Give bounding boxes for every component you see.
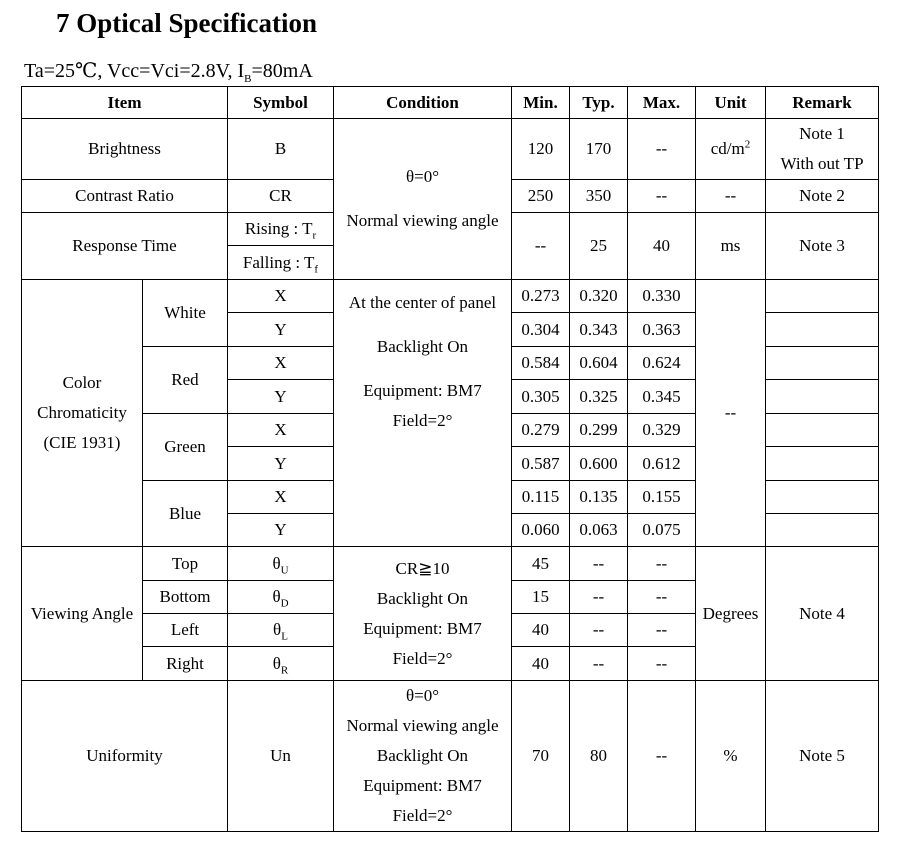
condition-line: Normal viewing angle [346, 211, 499, 230]
brightness-unit-sup: 2 [744, 138, 751, 151]
chroma-max: 0.155 [628, 481, 696, 514]
header-unit: Unit [696, 87, 766, 119]
chroma-typ: 0.135 [570, 481, 628, 514]
table-row [22, 280, 879, 313]
brightness-symbol: B [228, 119, 334, 180]
brightness-remark [766, 119, 879, 180]
chroma-max: 0.612 [628, 447, 696, 481]
chroma-remark [766, 514, 879, 547]
optical-spec-table [21, 86, 879, 832]
falling-label: Falling : T [242, 252, 315, 272]
chroma-symbol: Y [228, 514, 334, 547]
contrast-max: -- [628, 180, 696, 213]
chroma-typ: 0.604 [570, 347, 628, 380]
viewing-symbol [228, 547, 334, 581]
response-min: -- [512, 213, 570, 280]
chromaticity-unit: -- [696, 280, 766, 547]
condition-line: Normal viewing angle [346, 716, 499, 735]
chroma-typ: 0.320 [570, 280, 628, 313]
chroma-remark [766, 414, 879, 447]
theta-symbol: θ [273, 620, 282, 639]
condition-line: Backlight On [376, 588, 469, 608]
condition-line: Field=2° [392, 411, 453, 430]
viewing-symbol [228, 647, 334, 681]
condition-line: θ=0° [405, 686, 440, 705]
condition-line: At the center of panel [348, 293, 497, 312]
chroma-max: 0.345 [628, 380, 696, 414]
contrast-symbol: CR [228, 180, 334, 213]
test-conditions-text: Ta=25℃, Vcc=Vci=2.8V, I [24, 60, 245, 82]
header-min: Min. [512, 87, 570, 119]
theta-symbol: θ [272, 587, 281, 606]
uniformity-unit: % [696, 681, 766, 832]
chroma-symbol: Y [228, 380, 334, 414]
brightness-unit [696, 119, 766, 180]
condition-block [334, 119, 512, 280]
rising-label: Rising : T [244, 219, 313, 238]
chroma-min: 0.273 [512, 280, 570, 313]
chromaticity-condition [334, 280, 512, 547]
uniformity-symbol: Un [228, 681, 334, 832]
section-title: 7 Optical Specification [56, 8, 317, 38]
chroma-remark [766, 313, 879, 347]
viewing-typ: -- [570, 581, 628, 614]
response-typ: 25 [570, 213, 628, 280]
viewing-symbol [228, 614, 334, 647]
response-rising [228, 213, 334, 246]
header-remark: Remark [766, 87, 879, 119]
remark-line: Note 1 [799, 124, 845, 143]
test-conditions-sub: B [244, 73, 252, 85]
condition-line: θ=0° [405, 167, 440, 186]
chroma-typ: 0.063 [570, 514, 628, 547]
table-row [22, 547, 879, 581]
brightness-typ: 170 [570, 119, 628, 180]
chroma-max: 0.075 [628, 514, 696, 547]
contrast-min: 250 [512, 180, 570, 213]
viewing-symbol [228, 581, 334, 614]
chroma-typ: 0.600 [570, 447, 628, 481]
brightness-unit-base: cd/m [710, 139, 745, 158]
header-condition: Condition [334, 87, 512, 119]
chroma-max: 0.330 [628, 280, 696, 313]
chroma-min: 0.115 [512, 481, 570, 514]
condition-line: Field=2° [392, 806, 453, 825]
uniformity-min: 70 [512, 681, 570, 832]
condition-line: Equipment: BM7 [363, 618, 482, 638]
color-name: Green [143, 414, 228, 481]
chroma-remark [766, 380, 879, 414]
chroma-min: 0.305 [512, 380, 570, 414]
theta-symbol: θ [272, 553, 281, 573]
theta-sub: D [280, 597, 289, 610]
chroma-max: 0.363 [628, 313, 696, 347]
condition-line: Equipment: BM7 [363, 381, 482, 400]
theta-symbol: θ [272, 653, 281, 673]
viewing-dir: Bottom [143, 581, 228, 614]
header-max: Max. [628, 87, 696, 119]
response-item: Response Time [22, 213, 228, 280]
chroma-min: 0.584 [512, 347, 570, 380]
chroma-remark [766, 447, 879, 481]
chroma-symbol: X [228, 347, 334, 380]
response-falling [228, 246, 334, 280]
uniformity-typ: 80 [570, 681, 628, 832]
uniformity-condition [334, 681, 512, 832]
color-name: White [143, 280, 228, 347]
theta-sub: L [281, 630, 288, 643]
chroma-typ: 0.343 [570, 313, 628, 347]
chroma-max: 0.624 [628, 347, 696, 380]
contrast-unit: -- [696, 180, 766, 213]
viewing-condition [334, 547, 512, 681]
condition-line: Field=2° [392, 648, 453, 668]
brightness-min: 120 [512, 119, 570, 180]
response-remark: Note 3 [766, 213, 879, 280]
uniformity-remark: Note 5 [766, 681, 879, 832]
chromaticity-line: Color [62, 373, 102, 392]
viewing-min: 40 [512, 614, 570, 647]
falling-sub: f [314, 262, 319, 275]
chroma-symbol: X [228, 414, 334, 447]
chroma-max: 0.329 [628, 414, 696, 447]
theta-sub: R [280, 663, 289, 676]
viewing-item: Viewing Angle [22, 547, 143, 681]
table-row [22, 681, 879, 832]
viewing-min: 40 [512, 647, 570, 681]
chroma-remark [766, 481, 879, 514]
test-conditions-text-after: =80mA [251, 60, 313, 82]
chroma-remark [766, 347, 879, 380]
condition-line: Backlight On [376, 337, 469, 356]
viewing-typ: -- [570, 547, 628, 581]
viewing-remark: Note 4 [766, 547, 879, 681]
header-symbol: Symbol [228, 87, 334, 119]
color-name: Blue [143, 481, 228, 547]
viewing-unit: Degrees [696, 547, 766, 681]
chromaticity-item [22, 280, 143, 547]
contrast-remark: Note 2 [766, 180, 879, 213]
uniformity-max: -- [628, 681, 696, 832]
color-name: Red [143, 347, 228, 414]
header-item: Item [22, 87, 228, 119]
viewing-max: -- [628, 547, 696, 581]
contrast-item: Contrast Ratio [22, 180, 228, 213]
chroma-min: 0.279 [512, 414, 570, 447]
condition-line: Equipment: BM7 [363, 776, 482, 795]
chroma-symbol: X [228, 280, 334, 313]
chroma-symbol: X [228, 481, 334, 514]
rising-sub: r [312, 229, 317, 242]
theta-sub: U [280, 563, 289, 576]
viewing-typ: -- [570, 614, 628, 647]
viewing-min: 45 [512, 547, 570, 581]
remark-line: With out TP [780, 154, 864, 173]
brightness-item: Brightness [22, 119, 228, 180]
chromaticity-line: (CIE 1931) [43, 433, 121, 452]
condition-line: Backlight On [376, 746, 469, 765]
response-unit: ms [696, 213, 766, 280]
chroma-typ: 0.299 [570, 414, 628, 447]
viewing-dir: Left [143, 614, 228, 647]
condition-line: CR≧10 [395, 558, 450, 578]
test-conditions [24, 58, 313, 83]
chroma-symbol: Y [228, 447, 334, 481]
chromaticity-line: Chromaticity [37, 403, 127, 422]
viewing-max: -- [628, 581, 696, 614]
viewing-dir: Top [143, 547, 228, 581]
header-typ: Typ. [570, 87, 628, 119]
viewing-min: 15 [512, 581, 570, 614]
chroma-min: 0.587 [512, 447, 570, 481]
response-max: 40 [628, 213, 696, 280]
table-row [22, 119, 879, 180]
chroma-remark [766, 280, 879, 313]
contrast-typ: 350 [570, 180, 628, 213]
viewing-dir: Right [143, 647, 228, 681]
chroma-typ: 0.325 [570, 380, 628, 414]
viewing-typ: -- [570, 647, 628, 681]
brightness-max: -- [628, 119, 696, 180]
chroma-min: 0.060 [512, 514, 570, 547]
viewing-max: -- [628, 647, 696, 681]
chroma-symbol: Y [228, 313, 334, 347]
chroma-min: 0.304 [512, 313, 570, 347]
viewing-max: -- [628, 614, 696, 647]
header-row [22, 87, 879, 119]
uniformity-item: Uniformity [22, 681, 228, 832]
